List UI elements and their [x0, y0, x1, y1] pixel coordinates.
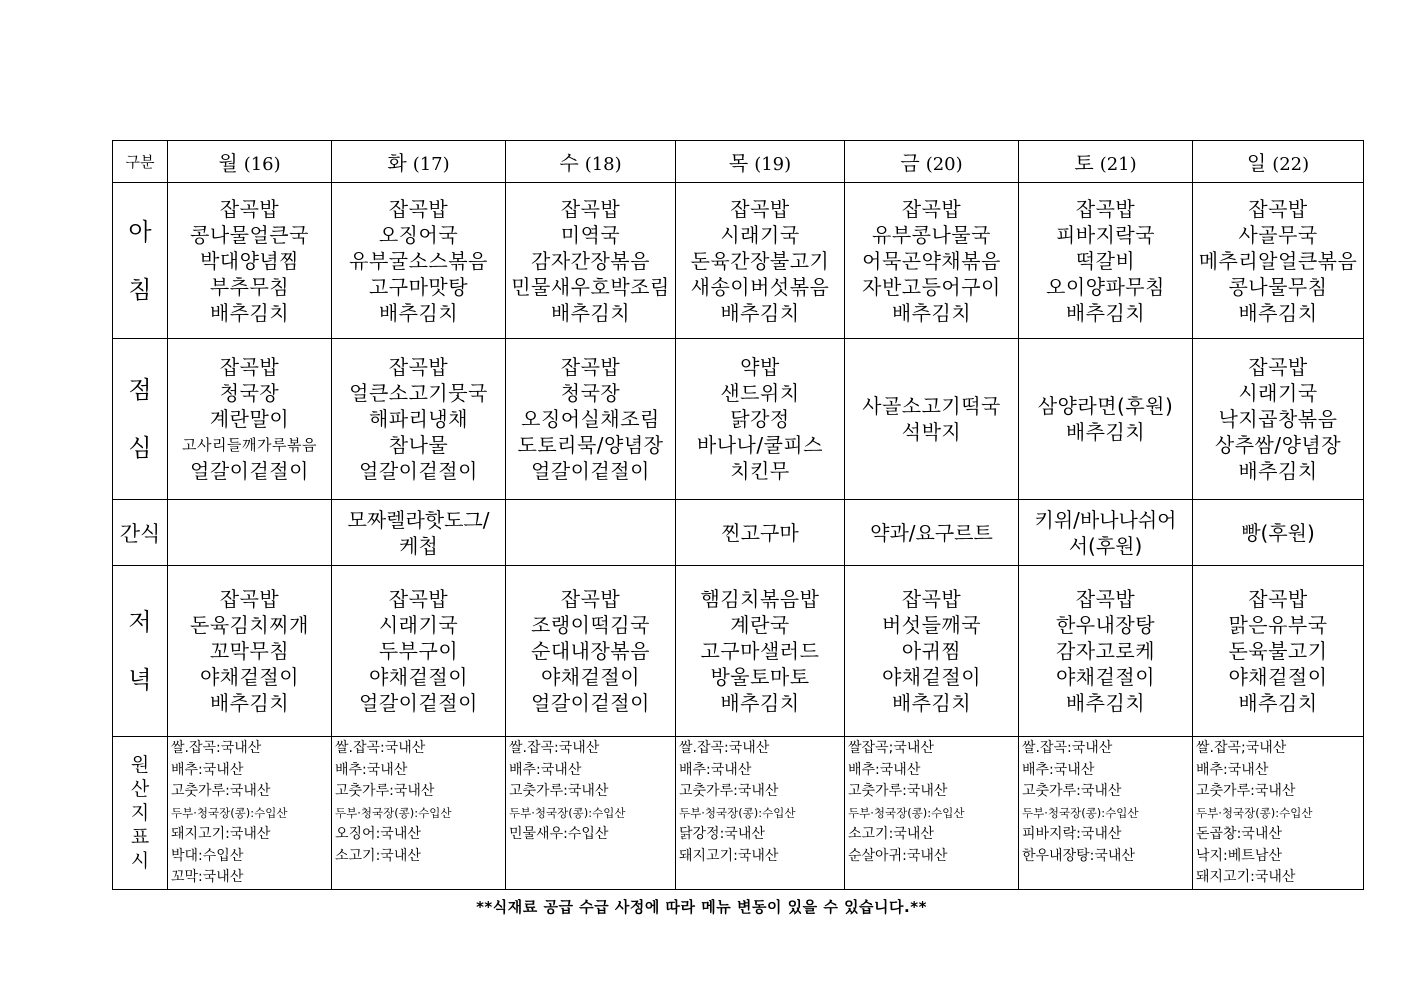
menu-item: 두부구이 [378, 639, 459, 663]
menu-item: 샌드위치 [720, 381, 800, 405]
menu-item: 돈육간장불고기 [690, 248, 830, 273]
meal-cell [845, 183, 1019, 339]
origin-item: 배추:국내산 [848, 761, 921, 778]
menu-item: 사골무국 [1238, 222, 1318, 247]
breakfast-label [113, 183, 168, 339]
menu-item: 낙지곱창볶음 [1218, 407, 1338, 431]
meal-cell [1193, 566, 1364, 737]
label-char: 산 [130, 777, 150, 800]
menu-item: 배추김치 [1238, 459, 1318, 483]
day-number: (19) [754, 154, 792, 175]
menu-item: 맑은유부국 [1228, 613, 1328, 637]
header-day-thu [676, 141, 845, 183]
menu-item: 잡곡밥 [901, 587, 962, 611]
snack-cell [1019, 500, 1193, 566]
origin-item: 쌀.잡곡:국내산 [1022, 740, 1113, 756]
origin-cell [506, 737, 676, 890]
menu-item: 잡곡밥 [560, 587, 621, 611]
origin-item: 피바지락:국내산 [1022, 826, 1122, 842]
origin-item: 쌀.잡곡:국내산 [509, 740, 600, 756]
menu-item: 고구마맛탕 [368, 274, 469, 299]
meal-cell [168, 339, 332, 500]
menu-item: 얼큰소고기뭇국 [349, 381, 488, 405]
origin-item: 닭강정:국내산 [679, 826, 765, 842]
menu-item: 잡곡밥 [1248, 587, 1308, 611]
origin-item: 순살아귀:국내산 [848, 847, 948, 864]
origin-item: 한우내장탕:국내산 [1022, 847, 1135, 864]
menu-item: 콩나물얼큰국 [190, 222, 309, 247]
header-day-sun [1193, 141, 1364, 183]
menu-item: 잡곡밥 [560, 355, 621, 379]
day-number: (18) [584, 154, 622, 175]
label-char: 지 [130, 801, 150, 824]
menu-item: 새송이버섯볶음 [690, 274, 830, 299]
origin-cell [1019, 737, 1193, 890]
menu-item: 청국장 [560, 381, 621, 405]
header-day-tue [332, 141, 506, 183]
origin-cell [676, 737, 845, 890]
label-char: 저 [128, 608, 152, 636]
menu-item: 잡곡밥 [388, 355, 449, 379]
menu-item: 도토리묵/양념장 [517, 433, 664, 457]
snack-cell [1193, 500, 1364, 566]
day-number: (20) [925, 154, 963, 175]
menu-item: 계란말이 [209, 407, 290, 431]
origin-item: 배추:국내산 [1022, 761, 1095, 778]
menu-item: 한우내장탕 [1055, 613, 1156, 637]
header-day-sat [1019, 141, 1193, 183]
origin-item: 두부·청국장(콩):수입산 [171, 805, 288, 820]
snack-label: 간식 [113, 500, 168, 566]
menu-item: 돈육김치찌개 [190, 613, 309, 637]
lunch-row [113, 339, 1364, 500]
origin-item: 돼지고기:국내산 [171, 826, 271, 842]
meal-cell [676, 566, 845, 737]
label-char: 표 [130, 825, 150, 848]
menu-item: 야채겉절이 [1055, 665, 1156, 689]
origin-item: 돼지고기:국내산 [1196, 869, 1296, 885]
menu-item: 빵(후원) [1241, 520, 1315, 545]
day-number: (16) [243, 154, 281, 175]
menu-item: 잡곡밥 [219, 355, 280, 379]
origin-item: 두부·청국장(콩):수입산 [848, 805, 965, 820]
meal-cell [332, 339, 506, 500]
menu-item: 닭강정 [730, 407, 790, 431]
dinner-row [113, 566, 1364, 737]
meal-cell [506, 339, 676, 500]
menu-item: 잡곡밥 [730, 196, 790, 221]
menu-item: 사골소고기떡국 [862, 394, 1001, 418]
origin-item: 낙지:베트남산 [1196, 847, 1282, 864]
menu-item: 키위/바나나쉬어 [1034, 507, 1177, 532]
menu-item: 배추김치 [1065, 420, 1146, 444]
menu-item: 배추김치 [891, 691, 972, 715]
menu-item: 잡곡밥 [388, 587, 449, 611]
origin-cell [845, 737, 1019, 890]
meal-cell [845, 566, 1019, 737]
menu-item: 야채겉절이 [881, 665, 982, 689]
origin-item: 두부·청국장(콩):수입산 [335, 805, 452, 820]
origin-item: 두부·청국장(콩):수입산 [1022, 805, 1139, 820]
menu-item: 햄김치볶음밥 [700, 587, 820, 611]
meal-cell [1193, 339, 1364, 500]
day-number: (21) [1099, 154, 1137, 175]
menu-item: 얼갈이겉절이 [531, 459, 650, 483]
menu-item: 피바지락국 [1055, 222, 1156, 247]
snack-cell [332, 500, 506, 566]
menu-item: 잡곡밥 [1075, 587, 1136, 611]
breakfast-row [113, 183, 1364, 339]
origin-label [113, 737, 168, 890]
menu-item: 돈육불고기 [1228, 639, 1328, 663]
origin-item: 배추:국내산 [335, 761, 408, 778]
day-name: 화 [387, 151, 407, 175]
origin-item: 배추:국내산 [1196, 761, 1269, 778]
day-name: 수 [559, 151, 579, 175]
weekly-meal-table [112, 140, 1364, 890]
origin-item: 고춧가루:국내산 [1022, 783, 1122, 799]
menu-item: 야채겉절이 [368, 665, 469, 689]
menu-item: 아귀찜 [901, 639, 962, 663]
menu-item: 방울토마토 [710, 665, 810, 689]
menu-item: 석박지 [901, 420, 962, 444]
origin-item: 박대:수입산 [171, 847, 244, 864]
menu-item: 배추김치 [891, 300, 972, 325]
menu-item: 야채겉절이 [199, 665, 300, 689]
snack-cell [845, 500, 1019, 566]
menu-item: 어묵곤약채볶음 [862, 248, 1001, 273]
menu-item: 배추김치 [1065, 691, 1146, 715]
origin-item: 배추:국내산 [171, 761, 244, 778]
day-name: 목 [728, 151, 749, 175]
menu-item: 잡곡밥 [1075, 196, 1136, 221]
menu-item: 청국장 [219, 381, 280, 405]
origin-item: 배추:국내산 [679, 761, 752, 778]
menu-item: 배추김치 [1065, 300, 1146, 325]
menu-item: 미역국 [560, 222, 621, 247]
meal-cell [1019, 183, 1193, 339]
snack-cell [168, 500, 332, 566]
menu-item: 배추김치 [209, 691, 290, 715]
dinner-label [113, 566, 168, 737]
menu-item: 메추리알얼큰볶음 [1198, 248, 1358, 273]
snack-cell [676, 500, 845, 566]
menu-item: 고구마샐러드 [700, 639, 820, 663]
meal-cell [168, 183, 332, 339]
origin-item: 배추:국내산 [509, 761, 582, 778]
meal-cell [332, 566, 506, 737]
origin-item: 두부·청국장(콩):수입산 [679, 805, 796, 820]
menu-item: 배추김치 [378, 300, 459, 325]
menu-item: 배추김치 [1238, 300, 1318, 325]
menu-item: 잡곡밥 [388, 196, 449, 221]
origin-item: 소고기:국내산 [848, 826, 934, 842]
origin-item: 고춧가루:국내산 [171, 783, 271, 799]
menu-item: 찐고구마 [721, 520, 799, 545]
menu-item: 감자고로케 [1055, 639, 1156, 663]
day-name: 월 [218, 151, 238, 175]
menu-item: 유부콩나물국 [872, 222, 991, 247]
meal-cell [168, 566, 332, 737]
day-name: 금 [900, 151, 920, 175]
origin-cell [168, 737, 332, 890]
menu-item: 조랭이떡김국 [531, 613, 650, 637]
origin-item: 고춧가루:국내산 [335, 783, 435, 799]
meal-cell [1019, 339, 1193, 500]
label-char: 아 [128, 217, 152, 246]
header-row [113, 141, 1364, 183]
menu-item: 야채겉절이 [1228, 665, 1328, 689]
label-char: 원 [130, 753, 150, 776]
menu-item: 치킨무 [730, 459, 790, 483]
snack-cell [506, 500, 676, 566]
origin-item: 꼬막:국내산 [171, 869, 244, 885]
label-char: 시 [130, 849, 150, 872]
menu-item: 오징어실채조림 [521, 407, 660, 431]
menu-item: 배추김치 [209, 300, 290, 325]
menu-item: 버섯들깨국 [881, 613, 982, 637]
menu-item: 야채겉절이 [540, 665, 641, 689]
menu-item: 부추무침 [209, 274, 290, 299]
menu-item: 감자간장볶음 [531, 248, 650, 273]
label-char: 녁 [128, 666, 152, 694]
meal-cell [676, 339, 845, 500]
menu-item: 계란국 [730, 613, 790, 637]
label-char: 점 [128, 376, 152, 404]
label-char: 침 [128, 275, 152, 304]
menu-item: 콩나물무침 [1228, 274, 1328, 299]
meal-cell [845, 339, 1019, 500]
origin-item: 두부·청국장(콩):수입산 [1196, 805, 1313, 820]
lunch-label [113, 339, 168, 500]
origin-item: 두부·청국장(콩):수입산 [509, 805, 626, 820]
origin-cell [332, 737, 506, 890]
menu-item: 오징어국 [378, 222, 459, 247]
menu-item: 상추쌈/양념장 [1214, 433, 1342, 457]
menu-item: 잡곡밥 [219, 587, 280, 611]
origin-item: 쌀.잡곡:국내산 [171, 740, 262, 756]
origin-item: 쌀잡곡;국내산 [848, 740, 934, 756]
header-day-wed [506, 141, 676, 183]
origin-item: 쌀.잡곡:국내산 [335, 740, 426, 756]
meal-cell [1193, 183, 1364, 339]
menu-item: 얼갈이겉절이 [359, 459, 478, 483]
menu-item: 잡곡밥 [219, 196, 280, 221]
menu-item: 잡곡밥 [560, 196, 621, 221]
menu-item: 약과/요구르트 [870, 520, 993, 545]
menu-item: 배추김치 [720, 691, 800, 715]
meal-cell [676, 183, 845, 339]
day-number: (17) [412, 154, 450, 175]
header-day-mon [168, 141, 332, 183]
menu-item: 바나나/쿨피스 [696, 433, 824, 457]
origin-item: 고춧가루:국내산 [509, 783, 609, 799]
origin-item: 소고기:국내산 [335, 847, 421, 864]
menu-item: 꼬막무침 [209, 639, 290, 663]
origin-item: 돼지고기:국내산 [679, 847, 779, 864]
menu-change-notice: **식재료 공급 수급 사정에 따라 메뉴 변동이 있을 수 있습니다.** [476, 898, 927, 916]
meal-cell [332, 183, 506, 339]
origin-item: 고춧가루:국내산 [848, 783, 948, 799]
menu-item: 시래기국 [720, 222, 800, 247]
origin-item: 쌀.잡곡:국내산 [679, 740, 770, 756]
day-number: (22) [1272, 154, 1310, 175]
menu-item: 참나물 [388, 433, 449, 457]
menu-item: 약밥 [740, 355, 780, 379]
origin-item: 돈곱창:국내산 [1196, 826, 1282, 842]
menu-item: 오이양파무침 [1046, 274, 1165, 299]
menu-item: 떡갈비 [1075, 248, 1136, 273]
snack-row [113, 500, 1364, 566]
day-name: 토 [1074, 151, 1094, 175]
menu-item: 서(후원) [1068, 533, 1143, 558]
menu-item: 박대양념찜 [199, 248, 300, 273]
meal-cell [1019, 566, 1193, 737]
menu-item: 잡곡밥 [1248, 196, 1308, 221]
menu-item: 케첩 [399, 533, 438, 558]
menu-item: 시래기국 [378, 613, 459, 637]
menu-item: 민물새우호박조림 [511, 274, 670, 299]
menu-item: 얼갈이겉절이 [190, 459, 309, 483]
menu-item: 배추김치 [550, 300, 631, 325]
origin-item: 민물새우:수입산 [509, 826, 609, 842]
menu-item: 얼갈이겉절이 [531, 691, 650, 715]
header-day-fri [845, 141, 1019, 183]
origin-item: 고춧가루:국내산 [1196, 783, 1296, 799]
meal-cell [506, 183, 676, 339]
origin-row [113, 737, 1364, 890]
menu-item: 시래기국 [1238, 381, 1318, 405]
origin-cell [1193, 737, 1364, 890]
menu-item: 잡곡밥 [901, 196, 962, 221]
menu-item: 순대내장볶음 [531, 639, 650, 663]
day-name: 일 [1246, 151, 1267, 175]
origin-item: 쌀.잡곡;국내산 [1196, 740, 1287, 756]
meal-cell [506, 566, 676, 737]
menu-item: 고사리들깨가루볶음 [182, 436, 317, 454]
origin-item: 오징어:국내산 [335, 826, 421, 842]
menu-item: 잡곡밥 [1248, 355, 1308, 379]
menu-item: 자반고등어구이 [862, 274, 1001, 299]
menu-item: 배추김치 [1238, 691, 1318, 715]
header-gubun: 구분 [113, 141, 168, 183]
menu-item: 유부굴소스볶음 [349, 248, 488, 273]
menu-item: 얼갈이겉절이 [359, 691, 478, 715]
menu-item: 삼양라면(후원) [1037, 394, 1174, 418]
origin-item: 고춧가루:국내산 [679, 783, 779, 799]
menu-item: 배추김치 [720, 300, 800, 325]
label-char: 심 [128, 434, 152, 462]
menu-item: 모짜렐라핫도그/ [347, 507, 490, 532]
menu-item: 해파리냉채 [368, 407, 469, 431]
